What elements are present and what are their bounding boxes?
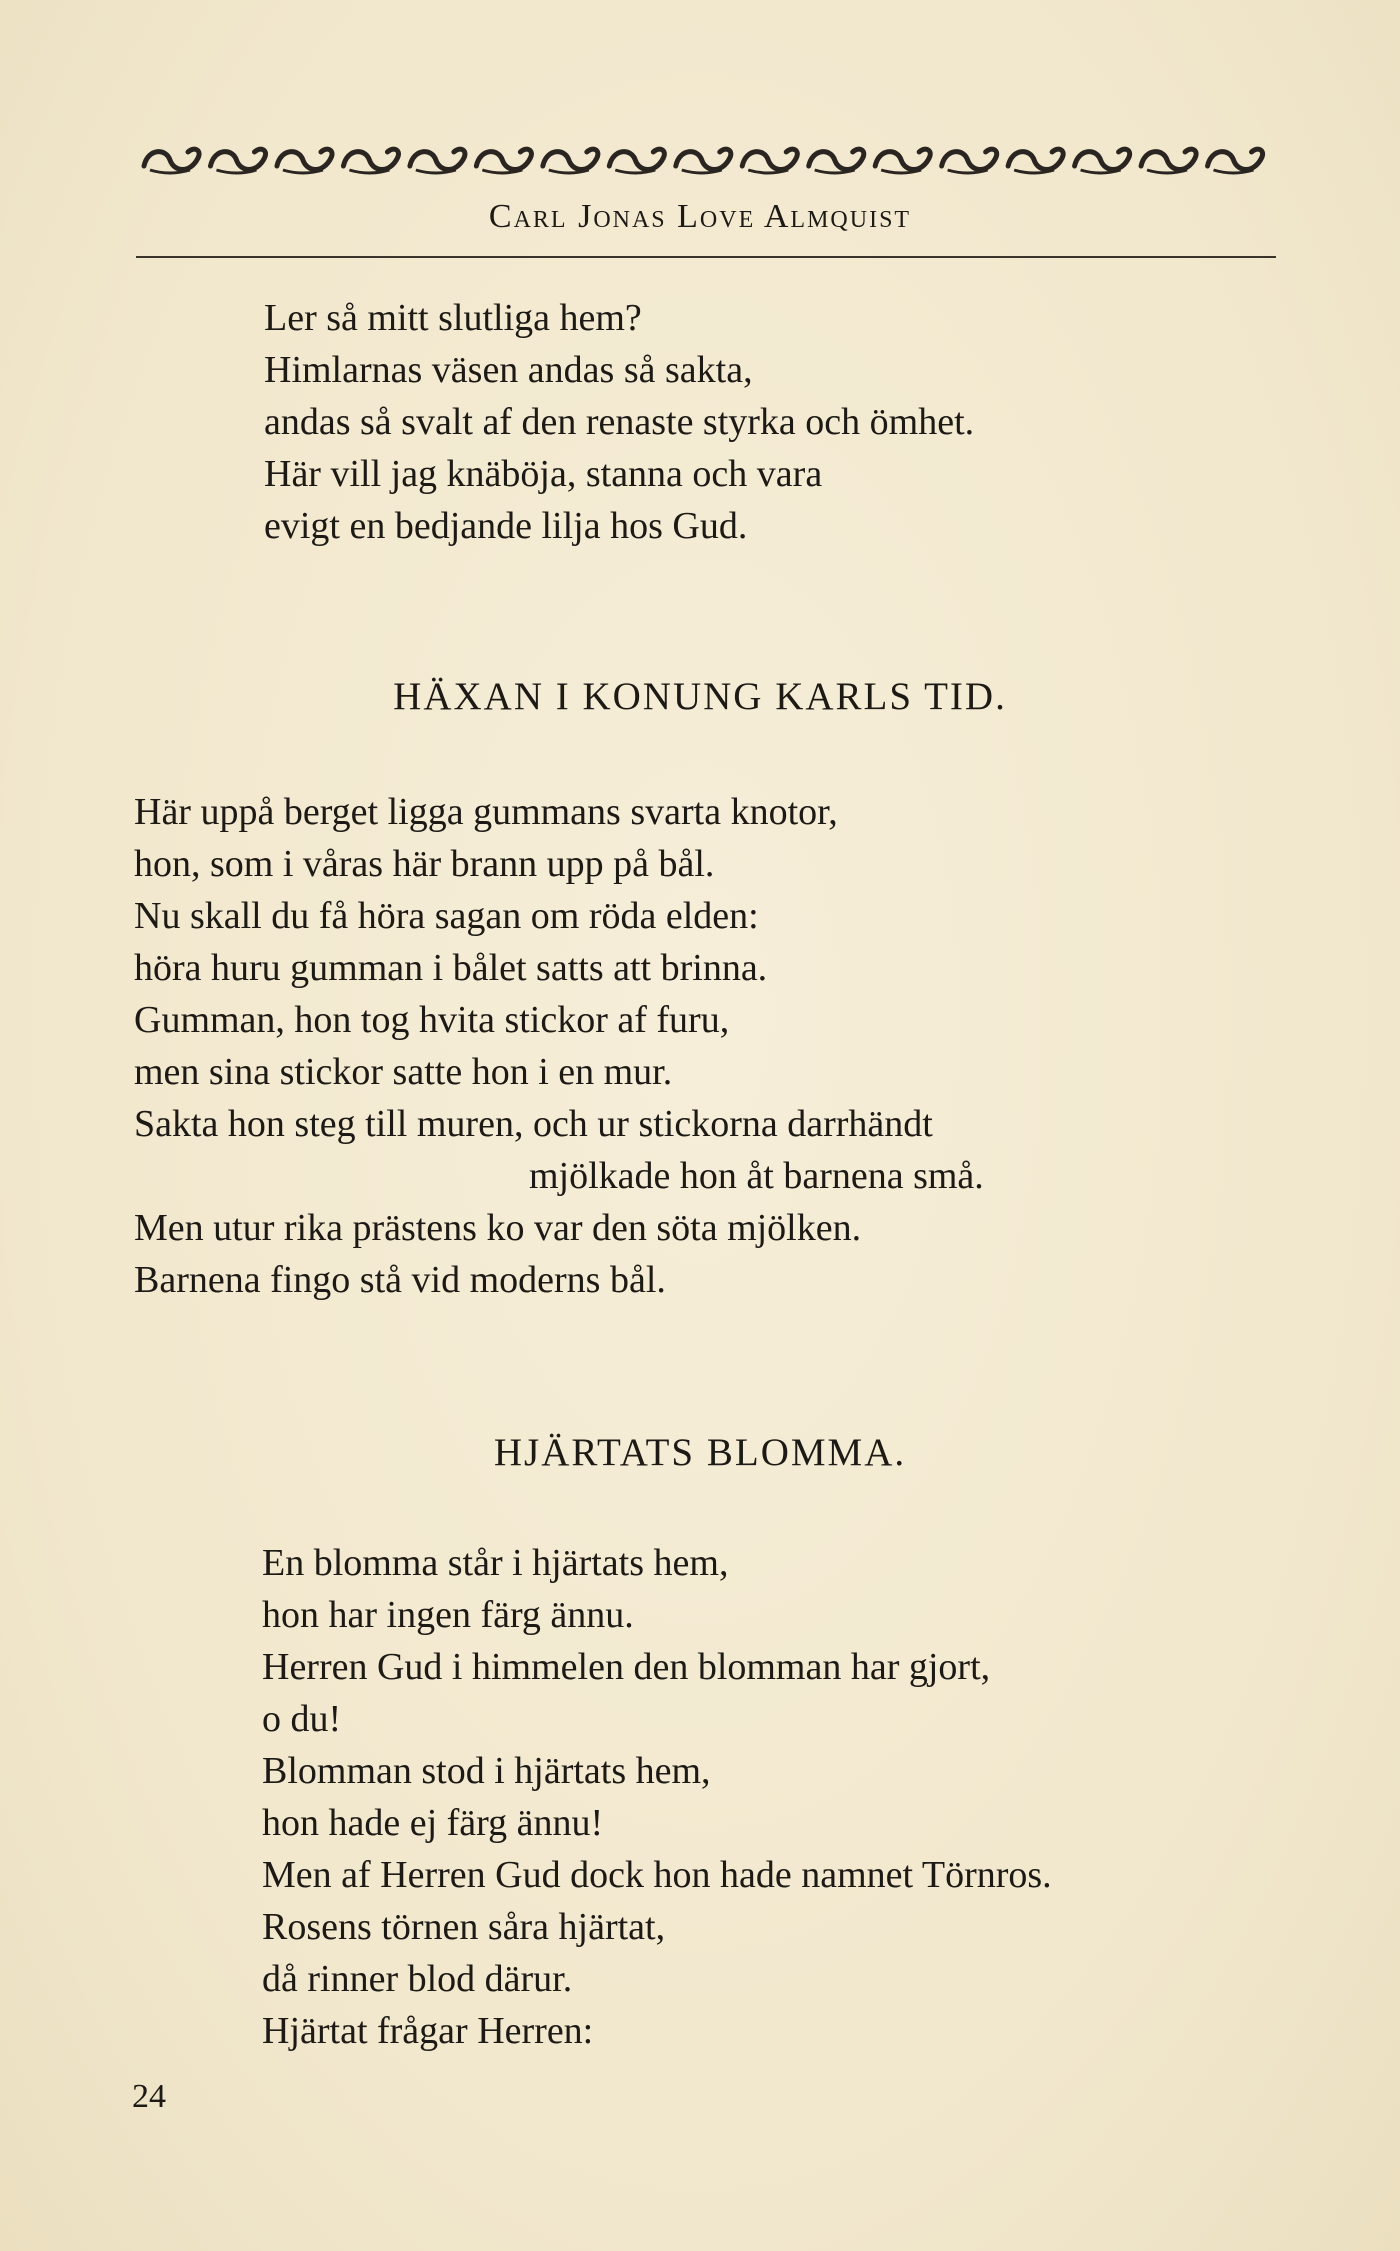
running-head: Carl Jonas Love Almquist: [488, 198, 912, 235]
poem-line: andas så svalt af den renaste styrka och ömhet.: [264, 401, 975, 443]
ornament-scroll-underline: [615, 170, 655, 173]
poem-line: Nu skall du få höra sagan om röda elden:: [134, 895, 759, 937]
ornament-scroll-underline: [948, 170, 988, 173]
poem-line: evigt en bedjande lilja hos Gud.: [264, 505, 748, 547]
ornament-scroll-motif: [1141, 149, 1196, 169]
ornament-scroll-underline: [1014, 170, 1054, 173]
poem-title-haxan: HÄXAN I KONUNG KARLS TID.: [393, 675, 1007, 718]
poem-line: hon, som i våras här brann upp på bål.: [134, 843, 715, 885]
stanza-continuation: [264, 292, 974, 552]
ornament-scroll-underline: [349, 170, 389, 173]
ornament-scroll-motif: [1208, 149, 1263, 169]
ornament-scroll-underline: [1081, 170, 1121, 173]
ornament-scroll-underline: [283, 170, 323, 173]
ornament-scroll-motif: [476, 149, 531, 169]
poem-line: Men af Herren Gud dock hon hade namnet Törnros.: [262, 1854, 1052, 1896]
poem-line: Här vill jag knäböja, stanna och vara: [264, 453, 823, 495]
poem-haxan-lines: [134, 786, 984, 1306]
poem-line: o du!: [262, 1698, 342, 1740]
ornament-scroll-motif: [210, 149, 265, 169]
poem-title-hjartats-blomma: HJÄRTATS BLOMMA.: [493, 1431, 907, 1474]
ornament-scroll-underline: [549, 170, 589, 173]
poem-line: Men utur rika prästens ko var den söta mjölken.: [134, 1207, 862, 1249]
ornament-scroll-underline: [1147, 170, 1187, 173]
ornament-scroll-motif: [410, 149, 465, 169]
poem-line: Gumman, hon tog hvita stickor af furu,: [134, 999, 730, 1041]
poem-line: mjölkade hon åt barnena små.: [529, 1155, 984, 1197]
ornament-scroll-underline: [150, 170, 190, 173]
ornament-scroll-motif: [609, 149, 664, 169]
page-number: 24: [132, 2078, 166, 2115]
ornament-scroll-motif: [742, 149, 797, 169]
scroll-border-ornament: [140, 140, 1270, 182]
ornament-scroll-motif: [543, 149, 598, 169]
poem-line: Barnena fingo stå vid moderns bål.: [134, 1259, 666, 1301]
ornament-scroll-motif: [277, 149, 332, 169]
poem-line: Rosens törnen såra hjärtat,: [262, 1906, 666, 1948]
poem-line: hon hade ej färg ännu!: [262, 1802, 604, 1844]
ornament-scroll-motif: [676, 149, 731, 169]
ornament-scroll-underline: [815, 170, 855, 173]
ornament-scroll-motif: [343, 149, 398, 169]
poem-line: Herren Gud i himmelen den blomman har gjort,: [262, 1646, 991, 1688]
poem-line: Himlarnas väsen andas så sakta,: [264, 349, 753, 391]
ornament-scroll-underline: [881, 170, 921, 173]
poem-line: då rinner blod därur.: [262, 1958, 573, 2000]
header-rule: [136, 256, 1276, 258]
poem-line: En blomma står i hjärtats hem,: [262, 1542, 729, 1584]
ornament-scroll-underline: [748, 170, 788, 173]
ornament-scroll-underline: [416, 170, 456, 173]
poem-line: höra huru gumman i bålet satts att brinna.: [134, 947, 768, 989]
ornament-scroll-motif: [809, 149, 864, 169]
ornament-scroll-motif: [1075, 149, 1130, 169]
ornament-scroll-underline: [216, 170, 256, 173]
poem-line: Här uppå berget ligga gummans svarta knotor,: [134, 791, 838, 833]
ornament-scroll-underline: [682, 170, 722, 173]
poem-line: Ler så mitt slutliga hem?: [264, 297, 642, 339]
poem-line: hon har ingen färg ännu.: [262, 1594, 634, 1636]
ornament-scroll-motif: [144, 149, 199, 169]
poem-line: Sakta hon steg till muren, och ur stickorna darrhändt: [134, 1103, 933, 1145]
poem-line: Hjärtat frågar Herren:: [262, 2010, 594, 2052]
poem-line: men sina stickor satte hon i en mur.: [134, 1051, 673, 1093]
ornament-scroll-motif: [1008, 149, 1063, 169]
ornament-scroll-underline: [482, 170, 522, 173]
ornament-scroll-motif: [942, 149, 997, 169]
poem-line: Blomman stod i hjärtats hem,: [262, 1750, 711, 1792]
poem-hjartats-blomma-lines: [262, 1537, 1052, 2057]
ornament-scroll-underline: [1214, 170, 1254, 173]
ornament-scroll-motif: [875, 149, 930, 169]
